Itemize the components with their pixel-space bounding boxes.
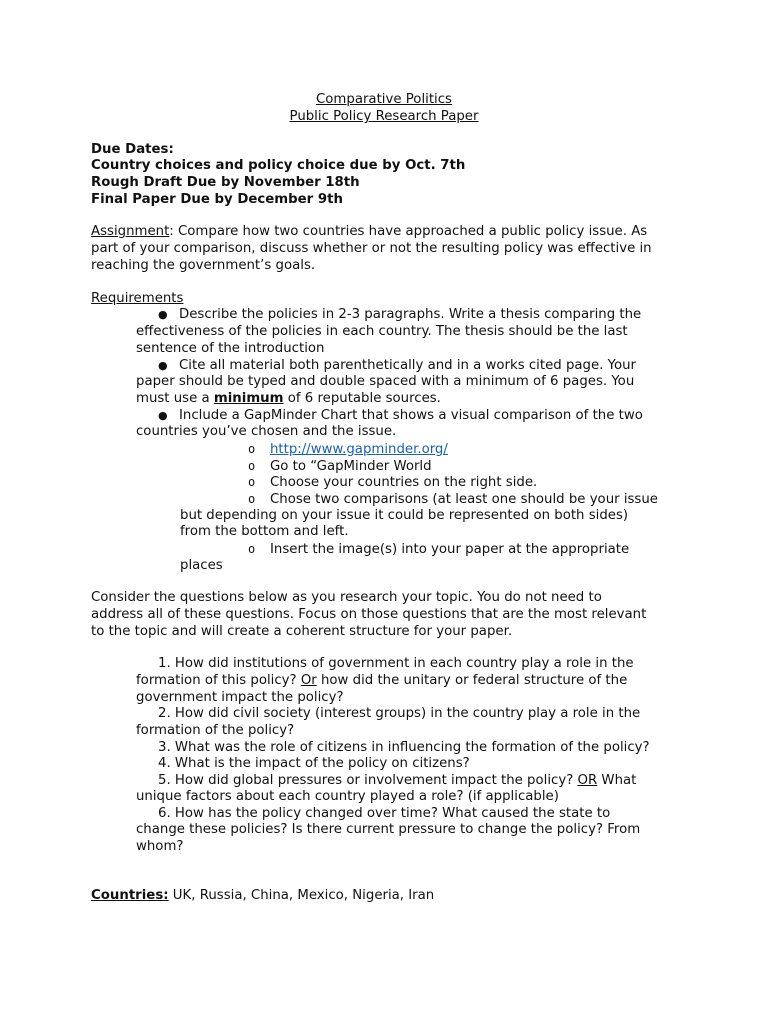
circle-bullet-icon: o xyxy=(248,459,256,473)
question-item: 1. How did institutions of government in each country play a role in the xyxy=(158,656,634,671)
question-text: government impact the policy? xyxy=(136,690,344,705)
question-item: 5. How did global pressures or involvement impact the policy? OR What xyxy=(158,773,637,788)
question-text: formation of the policy? xyxy=(136,723,295,738)
sub-item-text: from the bottom and left. xyxy=(180,524,349,539)
requirement-text: must use a minimum of 6 reputable sources. xyxy=(136,391,441,406)
bullet-icon: ● xyxy=(158,308,168,321)
question-item: 3. What was the role of citizens in influencing the formation of the policy? xyxy=(158,740,650,755)
assignment-line xyxy=(91,224,647,241)
consider-paragraph: address all of these questions. Focus on those questions that are the most relevant xyxy=(91,607,647,622)
question-item: 2. How did civil society (interest groups) in the country play a role in the xyxy=(158,706,641,721)
due-date-item: Rough Draft Due by November 18th xyxy=(91,175,360,190)
doc-title: Comparative Politics xyxy=(316,92,452,107)
bullet-icon: ● xyxy=(158,359,168,372)
sub-item-text: places xyxy=(180,558,223,573)
sub-item: o Go to “GapMinder World xyxy=(248,459,432,474)
question-text: whom? xyxy=(136,839,184,854)
circle-bullet-icon: o xyxy=(248,442,256,456)
sub-item: o Chose two comparisons (at least one should be your issue xyxy=(248,492,658,507)
doc-subtitle: Public Policy Research Paper xyxy=(289,109,479,124)
assignment-label: Assignment xyxy=(91,224,170,239)
sub-item-text: but depending on your issue it could be represented on both sides) xyxy=(180,508,629,523)
sub-item xyxy=(248,441,448,459)
due-dates-heading: Due Dates: xyxy=(91,142,174,157)
consider-paragraph: Consider the questions below as you research your topic. You do not need to xyxy=(91,590,602,605)
circle-bullet-icon: o xyxy=(248,492,256,506)
question-text: unique factors about each country played a role? (if applicable) xyxy=(136,789,559,804)
requirements-heading: Requirements xyxy=(91,291,184,306)
requirement-text: sentence of the introduction xyxy=(136,341,325,356)
requirement-bullet: ● Cite all material both parenthetically and in a works cited page. Your xyxy=(158,358,636,373)
requirement-bullet: ● Include a GapMinder Chart that shows a visual comparison of the two xyxy=(158,408,643,423)
question-item: 4. What is the impact of the policy on citizens? xyxy=(158,756,470,771)
question-text: formation of this policy? Or how did the unitary or federal structure of the xyxy=(136,673,628,688)
circle-bullet-icon: o xyxy=(248,475,256,489)
sub-item: o Insert the image(s) into your paper at the appropriate xyxy=(248,542,630,557)
countries-line xyxy=(91,888,434,905)
sub-item: o Choose your countries on the right side. xyxy=(248,475,538,490)
minimum-emphasis: minimum xyxy=(213,391,284,406)
consider-paragraph: to the topic and will create a coherent structure for your paper. xyxy=(91,624,513,639)
question-item: 6. How has the policy changed over time? What caused the state to xyxy=(158,806,611,821)
due-date-item: Final Paper Due by December 9th xyxy=(91,192,343,207)
requirement-text: countries you’ve chosen and the issue. xyxy=(136,424,397,439)
bullet-icon: ● xyxy=(158,409,168,422)
question-text: change these policies? Is there current pressure to change the policy? From xyxy=(136,822,641,837)
assignment-line: part of your comparison, discuss whether or not the resulting policy was effective in xyxy=(91,241,652,256)
circle-bullet-icon: o xyxy=(248,542,256,556)
assignment-line: reaching the government’s goals. xyxy=(91,258,316,273)
requirement-text: effectiveness of the policies in each country. The thesis should be the last xyxy=(136,324,628,339)
assignment-text: : Compare how two countries have approached a public policy issue. As xyxy=(169,224,648,239)
requirement-text: paper should be typed and double spaced with a minimum of 6 pages. You xyxy=(136,374,635,389)
countries-list: UK, Russia, China, Mexico, Nigeria, Iran xyxy=(168,888,435,903)
gapminder-link[interactable]: http://www.gapminder.org/ xyxy=(270,442,448,457)
countries-label: Countries: xyxy=(91,888,169,903)
requirement-bullet: ● Describe the policies in 2-3 paragraphs. Write a thesis comparing the xyxy=(158,307,642,322)
due-date-item: Country choices and policy choice due by Oct. 7th xyxy=(91,158,466,173)
